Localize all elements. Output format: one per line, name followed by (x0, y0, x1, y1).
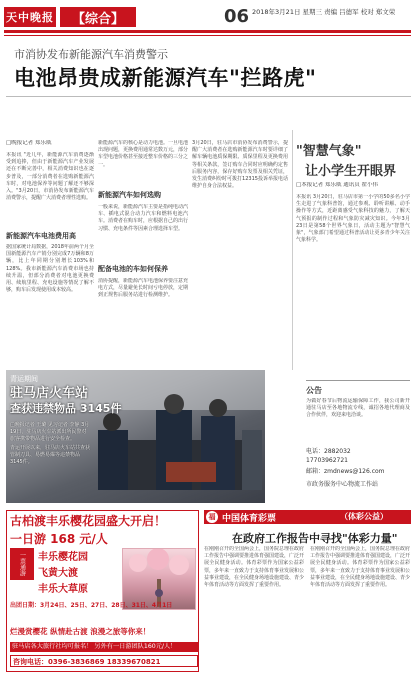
sidebar-title: "智慧气象" (296, 144, 362, 159)
ad-phone[interactable]: 咨询电话：0396-3836869 18339670821 (10, 655, 198, 667)
article-subhead: 新能源汽车电池费用高 (6, 232, 76, 240)
lottery-tag: （体彩公益） (340, 512, 388, 521)
notice-email: 邮箱：zmdnews@126.com (306, 468, 385, 475)
article-headline: 电池昂贵成新能源汽车"拦路虎" (14, 66, 317, 90)
ad-slogan: 烂漫赏樱花 纵情赴古渡 浪漫之旅等你来！ (10, 627, 151, 636)
photo-caption-2: 青运开展以来，驻马店火车站共查获管制刀具、易燃易爆等违禁物品3145件。 (10, 445, 91, 465)
article-body: 3月20日，驻马店市消协发布消费警示，提醒广大消费者在选购新能源汽车时要详细了解车辆电池质保期限、质保里程及更换费用等相关条款，签订购车合同时应明确约定售后服务内容，保存好购车发票及相关凭证，发生消费纠纷时可拨打12315投诉举报电话维护自身合法权益。 (192, 140, 288, 190)
notice-body: 为做好春节后物流运输保障工作，我公司新开通驻马店至各地物流专线，诚招各地代理商及合作伙伴，欢迎来电洽谈。 (306, 398, 410, 419)
cherry-blossom-image (122, 548, 196, 610)
section-label: 【综合】 (60, 7, 136, 27)
header-subrule (4, 35, 411, 36)
ad-route-1: 丰乐樱花园 (38, 552, 88, 563)
photo-title-line2: 查获违禁物品 3145件 (10, 402, 122, 415)
ad-marker: 一票通游 (10, 548, 34, 580)
article-body: 一般来说，新能源汽车主要是指纯电动汽车、插电式混合动力汽车和燃料电池汽车。消费者在购车时，应根据自己的出行习惯、充电条件等因素合理选择车型。 (98, 204, 188, 232)
article-body: 消协提醒，新能源汽车电池保养要注意充电方式，尽量避免长时间亏电停放，定期到正规售后服务站进行检测维护。 (98, 278, 188, 299)
masthead (0, 0, 415, 44)
article-body: 新能源汽车的核心是动力电池。一旦电池出现问题，更换费用通常达数万元，部分车型电池价格甚至接近整车价格的三分之一。 (98, 140, 188, 168)
publication-info: 2018年3月21日 星期三 责编 吕德军 校对 郑文荣 (252, 8, 396, 16)
article-subhead: 新能源汽车如何选购 (98, 191, 161, 199)
article-subhead: 配备电池的车如何保养 (98, 265, 168, 273)
ad-title: 古柏渡丰乐樱花园盛大开启！ (10, 514, 167, 528)
ad-price: 一日游 168 元/人 (10, 532, 108, 546)
newspaper-logo: 天中晚报 (4, 7, 56, 27)
ad-dates: 出团日期：3月24日、25日、27日、28日、31日、4月1日 (10, 602, 173, 609)
lottery-body-col1: 在刚刚召开的全国两会上，国务院总理在政府工作报告中强调要推进体育强国建设，广泛开展全民健身活动。体育彩票作为国家公益彩票，多年来一直致力于支持体育事业发展和公益事业建设，在全民健身场地设施建设、青少年体育活动等方面发挥了重要作用。 (204, 546, 304, 589)
header-rule (4, 30, 411, 33)
lottery-body-col2: 在刚刚召开的全国两会上，国务院总理在政府工作报告中强调要推进体育强国建设，广泛开展全民健身活动。体育彩票作为国家公益彩票，多年来一直致力于支持体育事业发展和公益事业建设，在全民健身场地设施建设、青少年体育活动等方面发挥了重要作用。 (310, 546, 410, 589)
photo-kicker: 青运期间 (10, 375, 38, 383)
article-kicker: 市消协发布新能源汽车消费警示 (14, 48, 168, 61)
page-number: 06 (224, 6, 250, 27)
article-byline: □晚报记者 郑乐威 (6, 140, 52, 146)
ad-signup-note: 驻马店各大旅行社均可报名！ 另外有一日游团队160元/人！ (10, 642, 198, 652)
ad-route-3: 丰乐大草原 (38, 584, 88, 595)
photo-title-line1: 驻马店火车站 (10, 386, 89, 401)
ad-route-2: 飞黄大渡 (38, 568, 78, 579)
notice-header: 公告 (306, 386, 322, 395)
column-divider (292, 130, 293, 370)
sidebar-body: 本报讯 3月20日，驻马店市第一小学的50多名小学生走进了气象科普馆，通过参观、聆听讲解、动手操作等方式，近距离感受气象科技的魅力，了解天气预报的制作过程和气象防灾减灾知识。今年3月23日是第58个世界气象日，活动主题为"智慧气象"，气象部门希望通过科普活动让更多青少年关注气象科学。 (296, 194, 410, 244)
notice-mobile: 17703962721 (306, 457, 348, 464)
notice-tel: 电话：2882032 (306, 448, 351, 455)
article-intro: 本报讯 "近几年，新能源汽车消费逐渐受到追捧，但由于新能源汽车产业发展还在不断完善中，相关消费知识也在逐步普及，一部分消费者在选购新能源汽车时，对电池保养等问题了解还不够深入。"3月20日，市消协发布新能源汽车消费警示，提醒广大消费者理性选购。 (6, 152, 94, 202)
photo-caption-block (10, 374, 130, 466)
notice-box (306, 380, 410, 500)
sidebar-byline: □本报记者 郑乐威 通讯员 翟小伟 (296, 182, 378, 188)
notice-org: 市政务服务中心物流工作站 (306, 481, 379, 488)
lottery-name: 中国体育彩票 (222, 514, 277, 524)
lottery-logo-icon: 福 (206, 511, 218, 523)
sidebar-subtitle: 让小学生开眼界 (305, 164, 397, 179)
divider (6, 96, 411, 97)
photo-caption: □晚报记者 王璐 见习记者 李静 3月19日，驻马店火车站派出所民警对旅客携带物品进行安全检查。 (10, 422, 90, 442)
lottery-headline: 在政府工作报告中寻找"体彩力量" (232, 532, 398, 545)
article-body: 据国家统计局数据，2018年前两个月全国新能源汽车产销分别完成7万辆和8万辆，比上年同期分别增长103%和128%。我市新能源汽车消费市场也持续升温，但部分消费者对电池更换费用、续航里程、充电设施等情况了解不够，购车后发现使用成本较高。 (6, 244, 94, 294)
